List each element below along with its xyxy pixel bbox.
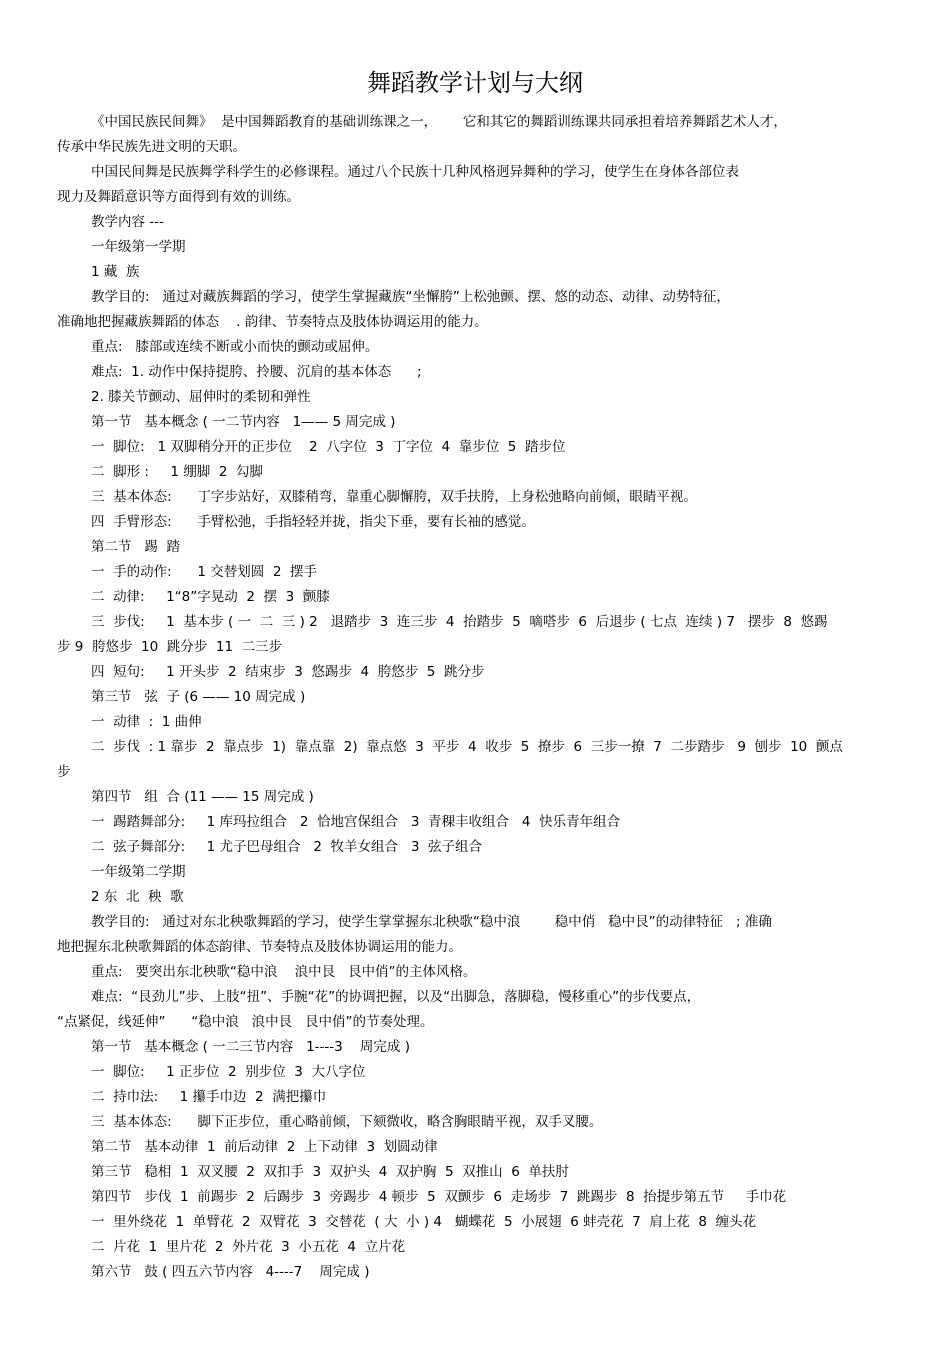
text-line: 2 东 北 秧 歌 [91, 889, 184, 905]
text-line: 一年级第一学期 [91, 239, 186, 255]
document-title: 舞蹈教学计划与大纲 [367, 69, 583, 97]
text-line: 二 动律: 1“8”字晃动 2 摆 3 颤膝 [91, 589, 330, 605]
text-line: 二 弦子舞部分: 1 尤子巴母组合 2 牧羊女组合 3 弦子组合 [91, 839, 483, 855]
text-line: 一年级第二学期 [91, 864, 186, 880]
text-line: 难点: 1. 动作中保持提胯、拎腰、沉肩的基本体态 ; [91, 364, 422, 380]
text-line: 《中国民族民间舞》 是中国舞蹈教育的基础训练课之一， 它和其它的舞蹈训练课共同承担着培养舞蹈艺术人才， [91, 114, 787, 130]
text-line: 一 脚位: 1 正步位 2 别步位 3 大八字位 [91, 1064, 366, 1080]
text-line: 重点: 膝部或连续不断或小而快的颤动或屈伸。 [91, 339, 379, 355]
text-line: 一 脚位: 1 双脚稍分开的正步位 2 八字位 3 丁字位 4 靠步位 5 踏步位 [91, 439, 566, 455]
text-line: 第二节 基本动律 1 前后动律 2 上下动律 3 划圆动律 [91, 1139, 438, 1155]
text-line: 2. 膝关节颤动、屈伸时的柔韧和弹性 [91, 389, 311, 405]
text-line: 四 短句: 1 开头步 2 结束步 3 悠踢步 4 胯悠步 5 跳分步 [91, 664, 485, 680]
text-line: 现力及舞蹈意识等方面得到有效的训练。 [57, 189, 300, 205]
text-line: 重点: 要突出东北秧歌“稳中浪 浪中艮 艮中俏”的主体风格。 [91, 964, 477, 980]
text-line: 三 步伐: 1 基本步 ( 一 二 三 ) 2 退踏步 3 连三步 4 抬踏步 5 嘀嗒步 6 后退步 ( 七点 连续 ) 7 摆步 8 悠踢 [91, 614, 828, 630]
text-line: 三 基本体态: 丁字步站好，双膝稍弯，靠重心脚懈胯，双手扶胯，上身松弛略向前倾，眼睛平视。 [91, 489, 697, 505]
text-line: 教学目的: 通过对东北秧歌舞蹈的学习，使学生掌掌握东北秧歌“稳中浪 稳中俏 稳中艮”的动律特征 ; 准确 [91, 914, 772, 930]
text-line: 地把握东北秧歌舞蹈的体态韵律、节奏特点及肢体协调运用的能力。 [57, 939, 462, 955]
text-line: 教学内容 --- [91, 214, 164, 230]
text-line: “点紧促，线延伸” “稳中浪 浪中艮 艮中俏”的节奏处理。 [57, 1014, 434, 1030]
text-line: 第四节 步伐 1 前踢步 2 后踢步 3 旁踢步 4 顿步 5 双颤步 6 走场步 7 跳踢步 8 抬提步第五节 手巾花 [91, 1189, 787, 1205]
text-line: 中国民间舞是民族舞学科学生的必修课程。通过八个民族十几种风格迥异舞种的学习，使学生在身体各部位表 [91, 164, 739, 180]
text-line: 二 持巾法: 1 攥手巾边 2 满把攥巾 [91, 1089, 327, 1105]
text-line: 第二节 踢 踏 [91, 539, 180, 555]
text-line: 教学目的: 通过对藏族舞蹈的学习，使学生掌握藏族“坐懈胯”上松弛颤、摆、悠的动态、动律、动势特征， [91, 289, 730, 305]
text-line: 二 步伐 : 1 靠步 2 靠点步 1) 靠点靠 2) 靠点悠 3 平步 4 收步 5 撩步 6 三步一撩 7 二步踏步 9 刨步 10 颤点 [91, 739, 843, 755]
text-line: 步 [57, 764, 71, 780]
text-line: 第一节 基本概念 ( 一二三节内容 1----3 周完成 ) [91, 1039, 410, 1055]
text-line: 传承中华民族先进文明的天职。 [57, 139, 246, 155]
text-line: 第三节 弦 子 (6 —— 10 周完成 ) [91, 689, 306, 705]
text-line: 准确地把握藏族舞蹈的体态 . 韵律、节奏特点及肢体协调运用的能力。 [57, 314, 488, 330]
text-line: 第一节 基本概念 ( 一二节内容 1—— 5 周完成 ) [91, 414, 396, 430]
text-line: 难点: “艮劲儿”步、上肢“扭”、手腕“花”的协调把握，以及“出脚急，落脚稳，慢移重心”的步伐要点， [91, 989, 701, 1005]
text-line: 二 脚形 : 1 绷脚 2 勾脚 [91, 464, 264, 480]
text-line: 四 手臂形态: 手臂松弛，手指轻轻并拢，指尖下垂，要有长袖的感觉。 [91, 514, 535, 530]
text-line: 一 里外绕花 1 单臂花 2 双臂花 3 交替花 ( 大 小 ) 4 蝴蝶花 5 小展翅 6 蚌壳花 7 肩上花 8 缠头花 [91, 1214, 757, 1230]
text-line: 第三节 稳相 1 双叉腰 2 双扣手 3 双护头 4 双护胸 5 双推山 6 单扶肘 [91, 1164, 569, 1180]
text-line: 二 片花 1 里片花 2 外片花 3 小五花 4 立片花 [91, 1239, 406, 1255]
text-line: 三 基本体态: 脚下正步位，重心略前倾，下颏微收，略含胸眼睛平视，双手叉腰。 [91, 1114, 603, 1130]
text-line: 一 动律 : 1 曲伸 [91, 714, 202, 730]
text-line: 一 手的动作: 1 交替划圆 2 摆手 [91, 564, 318, 580]
text-line: 步 9 胯悠步 10 跳分步 11 二三步 [57, 639, 283, 655]
text-line: 1 藏 族 [91, 264, 140, 280]
text-line: 第四节 组 合 (11 —— 15 周完成 ) [91, 789, 314, 805]
text-line: 一 踢踏舞部分: 1 库玛拉组合 2 恰地宫保组合 3 青稞丰收组合 4 快乐青年组合 [91, 814, 621, 830]
text-line: 第六节 鼓 ( 四五六节内容 4----7 周完成 ) [91, 1264, 370, 1280]
